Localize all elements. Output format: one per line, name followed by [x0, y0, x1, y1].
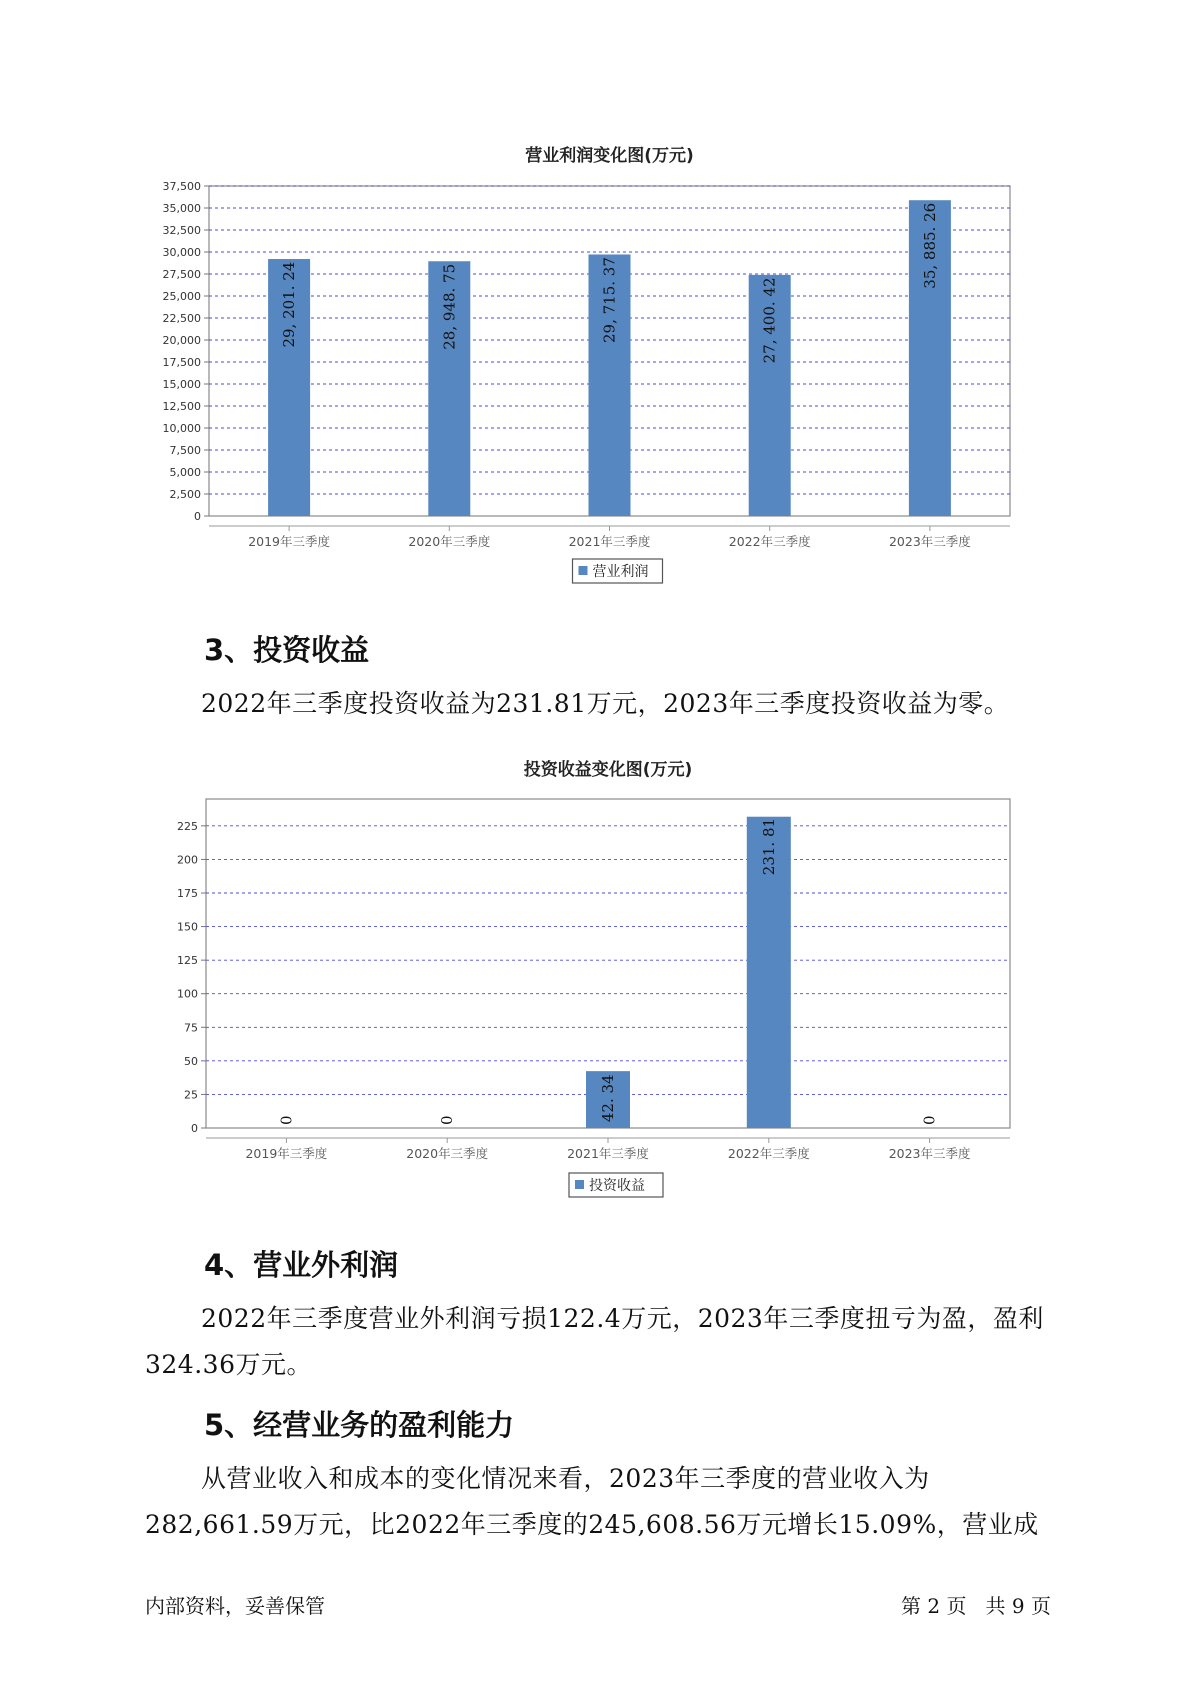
y-tick-label: 37,500 — [162, 180, 201, 193]
y-tick-label: 200 — [177, 853, 198, 867]
x-tick-label: 2021年三季度 — [567, 1146, 649, 1161]
section-heading-investment-income: 3、投资收益 — [204, 633, 370, 667]
data-label: 28, 948. 75 — [440, 263, 459, 350]
y-tick-label: 12,500 — [162, 400, 201, 413]
y-tick-label: 30,000 — [162, 246, 201, 259]
y-tick-label: 150 — [177, 920, 198, 934]
chart-title: 营业利润变化图(万元) — [525, 146, 694, 166]
x-tick-label: 2019年三季度 — [248, 534, 331, 549]
legend-swatch — [575, 1180, 584, 1189]
y-tick-label: 20,000 — [162, 334, 201, 347]
data-label: 0 — [277, 1115, 296, 1125]
y-tick-label: 5,000 — [169, 466, 201, 479]
footer-page-number: 第 2 页 共 9 页 — [901, 1594, 1051, 1618]
y-tick-label: 10,000 — [162, 422, 201, 435]
x-tick-label: 2020年三季度 — [406, 1146, 489, 1161]
y-tick-label: 35,000 — [162, 202, 201, 215]
y-tick-label: 15,000 — [162, 378, 201, 391]
y-tick-label: 125 — [177, 954, 198, 968]
y-tick-label: 2,500 — [169, 488, 201, 501]
data-label: 0 — [438, 1115, 457, 1125]
x-tick-label: 2019年三季度 — [245, 1146, 328, 1161]
x-tick-label: 2022年三季度 — [727, 1146, 810, 1161]
section-heading-profitability: 5、经营业务的盈利能力 — [204, 1408, 515, 1442]
y-tick-label: 75 — [184, 1021, 198, 1035]
y-tick-label: 225 — [177, 819, 198, 833]
y-tick-label: 32,500 — [162, 224, 201, 237]
section-heading-non-operating-profit: 4、营业外利润 — [204, 1248, 399, 1282]
legend-label: 营业利润 — [592, 564, 649, 580]
y-tick-label: 100 — [177, 987, 198, 1001]
x-tick-label: 2020年三季度 — [408, 534, 491, 549]
data-label: 35, 885. 26 — [920, 202, 939, 289]
data-label: 29, 201. 24 — [280, 261, 299, 348]
y-tick-label: 22,500 — [162, 312, 201, 325]
x-tick-label: 2023年三季度 — [888, 534, 971, 549]
section-paragraph-non-operating-profit: 2022年三季度营业外利润亏损122.4万元，2023年三季度扭亏为盈，盈利324.36万元。 — [145, 1304, 1044, 1379]
y-tick-label: 17,500 — [162, 356, 201, 369]
y-tick-label: 50 — [184, 1054, 198, 1068]
legend-label: 投资收益 — [589, 1178, 645, 1194]
data-label: 27, 400. 42 — [760, 277, 779, 364]
y-tick-label: 25 — [184, 1088, 198, 1102]
y-tick-label: 25,000 — [162, 290, 201, 303]
y-tick-label: 175 — [177, 887, 198, 900]
x-tick-label: 2023年三季度 — [888, 1146, 971, 1161]
chart-title: 投资收益变化图(万元) — [523, 760, 693, 780]
data-label: 29, 715. 37 — [600, 257, 619, 344]
x-tick-label: 2021年三季度 — [568, 534, 651, 549]
x-tick-label: 2022年三季度 — [728, 534, 811, 549]
section-paragraph-profitability: 从营业收入和成本的变化情况来看，2023年三季度的营业收入为282,661.59万元，比2022年三季度的245,608.56万元增长15.09%，营业成 — [145, 1464, 1039, 1539]
y-tick-label: 27,500 — [162, 268, 201, 281]
legend — [569, 1173, 663, 1197]
data-label: 0 — [920, 1115, 939, 1125]
footer-confidential-note: 内部资料，妥善保管 — [145, 1594, 325, 1618]
y-tick-label: 0 — [191, 1122, 198, 1135]
section-paragraph-investment-income: 2022年三季度投资收益为231.81万元，2023年三季度投资收益为零。 — [201, 689, 1010, 718]
y-tick-label: 0 — [194, 510, 201, 523]
y-tick-label: 7,500 — [169, 444, 201, 457]
data-label: 231. 81 — [759, 817, 778, 876]
data-label: 42. 34 — [599, 1074, 617, 1123]
